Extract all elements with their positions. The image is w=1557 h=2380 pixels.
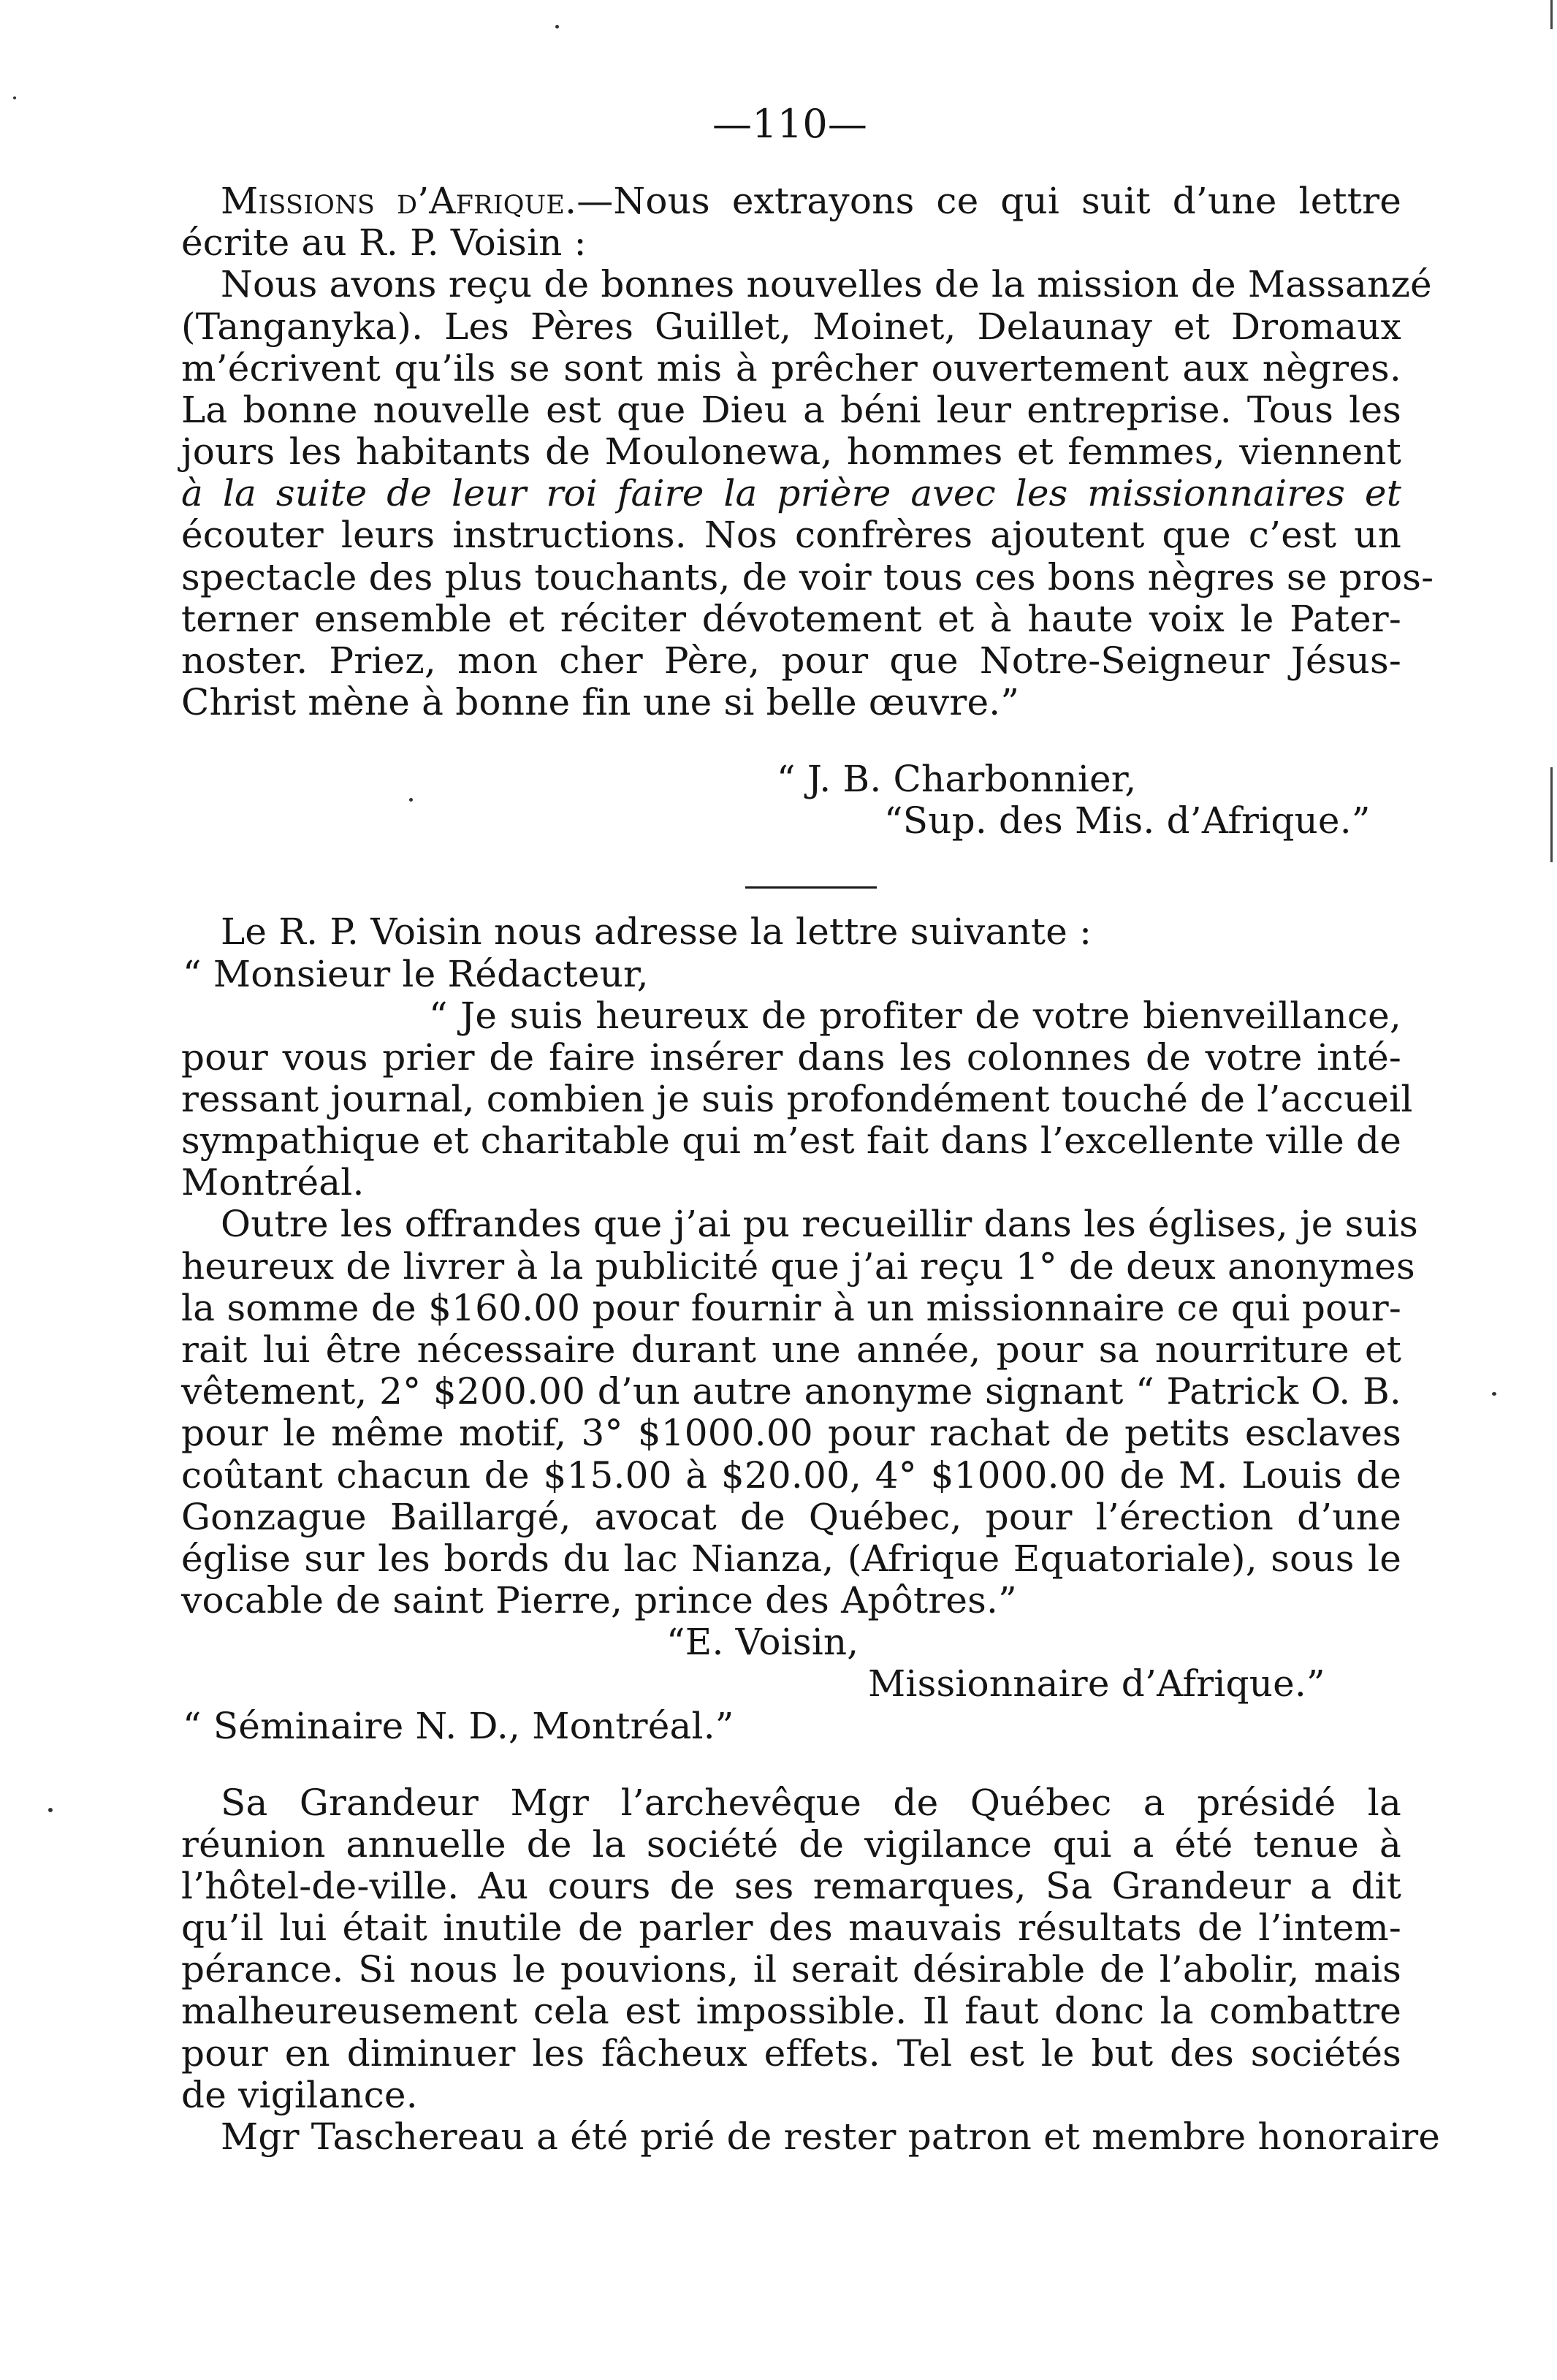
section1-line-8: à la suite de leur roi faire la prière avec les missionnaires et — [181, 472, 1401, 514]
section2-line-3: ressant journal, combien je suis profondément touché de l’accueil — [181, 1078, 1413, 1120]
section1-line-6: La bonne nouvelle est que Dieu a béni leur entreprise. Tous les — [181, 389, 1401, 431]
section3-line-9: Mgr Taschereau a été prié de rester patron et membre honoraire — [221, 2115, 1441, 2158]
section2-line-7: heureux de livrer à la publicité que j’ai reçu 1° de deux anonymes — [181, 1245, 1415, 1288]
scan-edge-mark — [1550, 0, 1553, 29]
section-divider — [745, 886, 877, 889]
section1-line-9: écouter leurs instructions. Nos confrères ajoutent que c’est un — [181, 514, 1401, 556]
section1-line-4: (Tanganyka). Les Pères Guillet, Moinet, Delaunay et Dromaux — [181, 305, 1401, 348]
section1-line-13: Christ mène à bonne fin une si belle œuvre.” — [181, 681, 1020, 723]
section3-line-1: Sa Grandeur Mgr l’archevêque de Québec a présidé la — [221, 1782, 1401, 1824]
section2-line-2: pour vous prier de faire insérer dans les colonnes de votre inté- — [181, 1036, 1401, 1079]
section1-line-12: noster. Priez, mon cher Père, pour que Notre-Seigneur Jésus- — [181, 639, 1401, 682]
section1-signature-title: “Sup. des Mis. d’Afrique.” — [884, 799, 1371, 842]
section3-line-2: réunion annuelle de la société de vigilance qui a été tenue à — [181, 1823, 1401, 1866]
section1-first-line-text: —Nous extrayons ce qui suit d’une lettre — [576, 180, 1401, 222]
scan-edge-mark — [1550, 767, 1553, 862]
section2-line-9: rait lui être nécessaire durant une année, pour sa nourriture et — [181, 1328, 1401, 1371]
section2-salutation: “ Monsieur le Rédacteur, — [183, 953, 649, 995]
section2-signature-title: Missionnaire d’Afrique.” — [868, 1662, 1325, 1705]
section1-line-5: m’écrivent qu’ils se sont mis à prêcher ouvertement aux nègres. — [181, 347, 1401, 389]
section2-line-5: Montréal. — [181, 1161, 365, 1204]
section1-line-11: terner ensemble et réciter dévotement et à haute voix le Pater- — [181, 598, 1401, 640]
section2-line-15: vocable de saint Pierre, prince des Apôtres.” — [181, 1579, 1017, 1621]
scan-speck — [409, 798, 413, 802]
section2-line-1: “ Je suis heureux de profiter de votre bienveillance, — [429, 995, 1401, 1037]
section1-line-10: spectacle des plus touchants, de voir tous ces bons nègres se pros- — [181, 556, 1434, 598]
scan-speck — [48, 1808, 53, 1812]
section2-line-13: Gonzague Baillargé, avocat de Québec, pour l’érection d’une — [181, 1496, 1401, 1538]
section1-line-7: jours les habitants de Moulonewa, hommes et femmes, viennent — [181, 430, 1401, 473]
section3-line-4: qu’il lui était inutile de parler des mauvais résultats de l’intem- — [181, 1906, 1401, 1949]
scan-speck — [1492, 1392, 1496, 1396]
section3-line-6: malheureusement cela est impossible. Il faut donc la combattre — [181, 1990, 1401, 2032]
section3-line-3: l’hôtel-de-ville. Au cours de ses remarques, Sa Grandeur a dit — [181, 1865, 1401, 1907]
section3-line-8: de vigilance. — [181, 2074, 418, 2116]
section1-heading: Missions d’Afrique. — [221, 180, 577, 222]
section1-line-3: Nous avons reçu de bonnes nouvelles de la mission de Massanzé — [221, 263, 1432, 305]
section3-line-5: pérance. Si nous le pouvions, il serait désirable de l’abolir, mais — [181, 1948, 1401, 1991]
section2-place: “ Séminaire N. D., Montréal.” — [183, 1705, 734, 1747]
section1-line-2: écrite au R. P. Voisin : — [181, 221, 587, 264]
section2-signature-name: “E. Voisin, — [666, 1621, 859, 1663]
section2-line-4: sympathique et charitable qui m’est fait dans l’excellente ville de — [181, 1119, 1401, 1162]
scan-speck — [555, 25, 559, 28]
section3-line-7: pour en diminuer les fâcheux effets. Tel est le but des sociétés — [181, 2032, 1401, 2075]
section1-signature-name: “ J. B. Charbonnier, — [777, 758, 1137, 800]
section2-line-6: Outre les offrandes que j’ai pu recueillir dans les églises, je suis — [221, 1203, 1418, 1245]
section2-line-14: église sur les bords du lac Nianza, (Afrique Equatoriale), sous le — [181, 1537, 1401, 1580]
section2-line-8: la somme de $160.00 pour fournir à un missionnaire ce qui pour- — [181, 1287, 1401, 1329]
scan-speck — [13, 96, 16, 99]
section2-line-10: vêtement, 2° $200.00 d’un autre anonyme signant “ Patrick O. B. — [181, 1370, 1401, 1413]
page-number: —110— — [712, 101, 868, 147]
section1-line-1 — [221, 179, 1401, 223]
section2-intro: Le R. P. Voisin nous adresse la lettre suivante : — [221, 910, 1092, 953]
section2-line-11: pour le même motif, 3° $1000.00 pour rachat de petits esclaves — [181, 1412, 1401, 1454]
section2-line-12: coûtant chacun de $15.00 à $20.00, 4° $1000.00 de M. Louis de — [181, 1454, 1401, 1497]
